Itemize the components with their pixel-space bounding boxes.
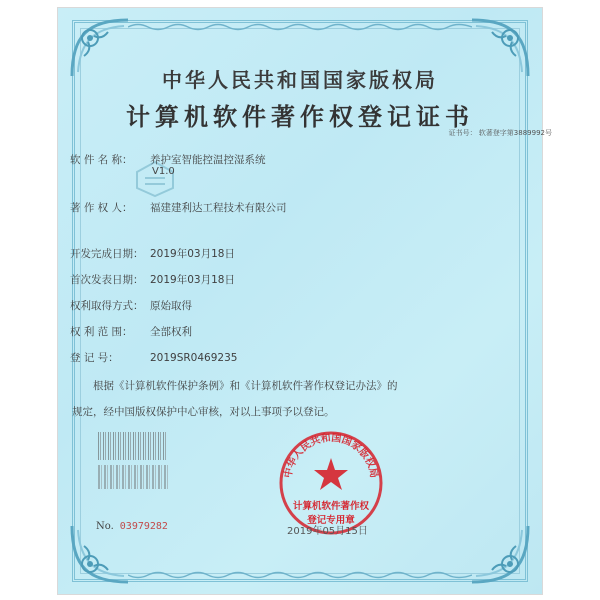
field-label: 软 件 名 称： — [70, 154, 133, 166]
field-value: 2019年03月18日 — [150, 274, 235, 286]
seal-text-line-2: 登记专用章 — [307, 515, 355, 526]
field-label: 著 作 权 人： — [70, 202, 133, 214]
field-value: 2019年03月18日 — [150, 248, 235, 260]
field-value: 2019SR0469235 — [150, 352, 238, 364]
issue-date: 2019年05月15日 — [287, 526, 368, 537]
field-label: 登 记 号： — [70, 352, 119, 364]
field-publication-date — [70, 272, 235, 287]
issuing-authority: 中华人民共和国国家版权局 — [162, 68, 438, 92]
statement-line-1: 根据《计算机软件保护条例》和《计算机软件著作权登记办法》的 — [93, 380, 398, 392]
field-value: 福建建利达工程技术有限公司 — [150, 202, 287, 214]
field-rights-scope — [70, 324, 192, 339]
field-acquisition-method — [70, 298, 192, 313]
field-label: 首次发表日期： — [70, 274, 144, 286]
seal-text-line-1: 计算机软件著作权 — [292, 501, 369, 512]
serial-number-value: 03979282 — [119, 521, 168, 532]
barcode-icon — [98, 465, 168, 489]
field-label: 权 利 范 围： — [70, 326, 133, 338]
certificate-title: 计算机软件著作权登记证书 — [126, 103, 474, 131]
software-version: V1.0 — [152, 166, 175, 177]
field-value: 全部权利 — [150, 326, 192, 338]
field-value: 养护室智能控温控湿系统 — [150, 154, 266, 166]
field-registration-number — [70, 350, 237, 365]
field-software-name — [70, 152, 266, 167]
field-label: 权利取得方式： — [70, 300, 144, 312]
field-development-date — [70, 246, 235, 261]
barcode-icon — [98, 432, 168, 460]
star-icon — [314, 458, 348, 490]
seal-ring-text: 中华人民共和国国家版权局 — [282, 432, 380, 479]
bottom-ornament-border — [128, 570, 472, 580]
certificate-number-value: 软著登字第3889992号 — [478, 129, 552, 137]
certificate-number-label: 证书号： — [448, 129, 477, 137]
top-ornament-border — [128, 22, 472, 32]
statement-line-2: 规定，经中国版权保护中心审核，对以上事项予以登记。 — [72, 406, 335, 418]
field-value: 原始取得 — [150, 300, 192, 312]
field-copyright-owner — [70, 200, 287, 215]
field-label: 开发完成日期： — [70, 248, 144, 260]
serial-number — [96, 521, 168, 532]
corner-ornament-icon — [468, 522, 532, 586]
certificate-number — [449, 128, 552, 138]
serial-number-label: No. — [96, 521, 114, 532]
